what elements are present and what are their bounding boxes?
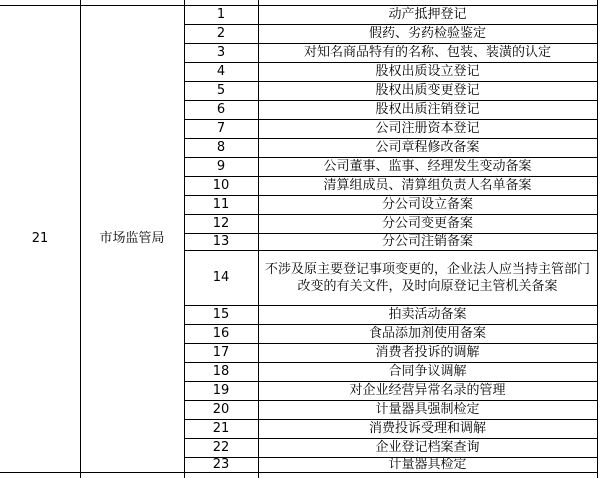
row-number-cell (184, 400, 258, 419)
row-number: 17 (212, 344, 230, 360)
grid-row-line (0, 472, 598, 473)
row-number: 11 (212, 196, 230, 212)
row-item-name: 对企业经营异常名录的管理 (349, 382, 506, 398)
row-number: 16 (212, 325, 230, 341)
row-number: 21 (212, 420, 230, 436)
row-item-name: 分公司注销备案 (381, 233, 473, 249)
row-number: 14 (212, 269, 230, 285)
row-number-cell (184, 381, 258, 400)
row-item-cell (258, 43, 597, 62)
row-number-cell (184, 214, 258, 233)
row-item-name: 食品添加剂使用备案 (368, 325, 486, 341)
department-cell (80, 5, 184, 472)
row-item-name: 消费者投诉的调解 (375, 344, 480, 360)
group-index: 21 (31, 230, 49, 246)
row-item-cell (258, 62, 597, 81)
row-item-name: 拍卖活动备案 (388, 306, 467, 322)
row-number-cell (184, 324, 258, 343)
row-item-cell (258, 419, 597, 438)
row-item-name: 计量器具检定 (388, 456, 467, 472)
row-number: 12 (212, 215, 230, 231)
grid-column-line (597, 0, 598, 478)
row-number-cell (184, 250, 258, 305)
row-item-name: 清算组成员、清算组负责人名单备案 (323, 177, 532, 193)
row-item-cell (258, 5, 597, 24)
row-item-cell (258, 24, 597, 43)
row-number-cell (184, 119, 258, 138)
row-number-cell (184, 81, 258, 100)
row-item-cell (258, 81, 597, 100)
row-item-cell (258, 100, 597, 119)
row-number: 2 (216, 25, 226, 41)
row-item-name: 对知名商品特有的名称、包装、装潢的认定 (303, 44, 551, 60)
clipped-top-fragment (100, 0, 160, 4)
row-number: 19 (212, 382, 230, 398)
row-item-cell (258, 438, 597, 457)
row-item-name: 公司注册资本登记 (375, 120, 480, 136)
row-item-cell (258, 457, 597, 472)
row-item-cell (258, 343, 597, 362)
row-item-cell (258, 176, 597, 195)
row-number-cell (184, 100, 258, 119)
row-item-cell (258, 233, 597, 250)
row-item-cell (258, 214, 597, 233)
row-number: 4 (216, 63, 226, 79)
row-number: 20 (212, 401, 230, 417)
row-number: 10 (212, 177, 230, 193)
row-item-cell (258, 362, 597, 381)
row-number: 15 (212, 306, 230, 322)
row-number: 3 (216, 44, 226, 60)
row-number-cell (184, 138, 258, 157)
row-item-cell (258, 250, 597, 305)
row-item-name: 假药、劣药检验鉴定 (368, 25, 486, 41)
row-item-name: 合同争议调解 (388, 363, 467, 379)
group-index-cell (0, 5, 80, 472)
row-number-cell (184, 457, 258, 472)
row-item-name: 分公司变更备案 (381, 215, 473, 231)
row-item-cell (258, 195, 597, 214)
row-item-name: 股权出质变更登记 (375, 82, 480, 98)
row-item-name: 分公司设立备案 (381, 196, 473, 212)
row-number-cell (184, 233, 258, 250)
row-item-name: 不涉及原主要登记事项变更的，企业法人应当持主管部门改变的有关文件，及时向原登记主管机关备案 (264, 261, 590, 294)
row-number: 18 (212, 363, 230, 379)
row-number-cell (184, 343, 258, 362)
row-number-cell (184, 195, 258, 214)
row-number: 1 (216, 6, 226, 22)
row-number: 6 (216, 101, 226, 117)
row-item-cell (258, 138, 597, 157)
row-number-cell (184, 24, 258, 43)
row-item-cell (258, 157, 597, 176)
row-number: 7 (216, 120, 226, 136)
row-item-cell (258, 381, 597, 400)
row-item-cell (258, 119, 597, 138)
row-number-cell (184, 62, 258, 81)
row-number-cell (184, 43, 258, 62)
row-number-cell (184, 438, 258, 457)
row-item-name: 企业登记档案查询 (375, 439, 480, 455)
row-number: 22 (212, 439, 230, 455)
row-number: 13 (212, 233, 230, 249)
row-number-cell (184, 176, 258, 195)
row-item-name: 公司董事、监事、经理发生变动备案 (323, 158, 532, 174)
row-item-name: 公司章程修改备案 (375, 139, 480, 155)
row-item-name: 动产抵押登记 (388, 6, 467, 22)
row-item-cell (258, 305, 597, 324)
row-number-cell (184, 157, 258, 176)
row-item-name: 股权出质注销登记 (375, 101, 480, 117)
row-item-cell (258, 324, 597, 343)
row-number-cell (184, 419, 258, 438)
row-item-name: 消费投诉受理和调解 (368, 420, 486, 436)
row-number-cell (184, 5, 258, 24)
row-number: 5 (216, 82, 226, 98)
row-item-cell (258, 400, 597, 419)
row-number-cell (184, 362, 258, 381)
row-number: 23 (212, 456, 230, 472)
department-name: 市场监管局 (99, 230, 165, 246)
row-number: 8 (216, 139, 226, 155)
row-number: 9 (216, 158, 226, 174)
row-number-cell (184, 305, 258, 324)
row-item-name: 股权出质设立登记 (375, 63, 480, 79)
row-item-name: 计量器具强制检定 (375, 401, 480, 417)
